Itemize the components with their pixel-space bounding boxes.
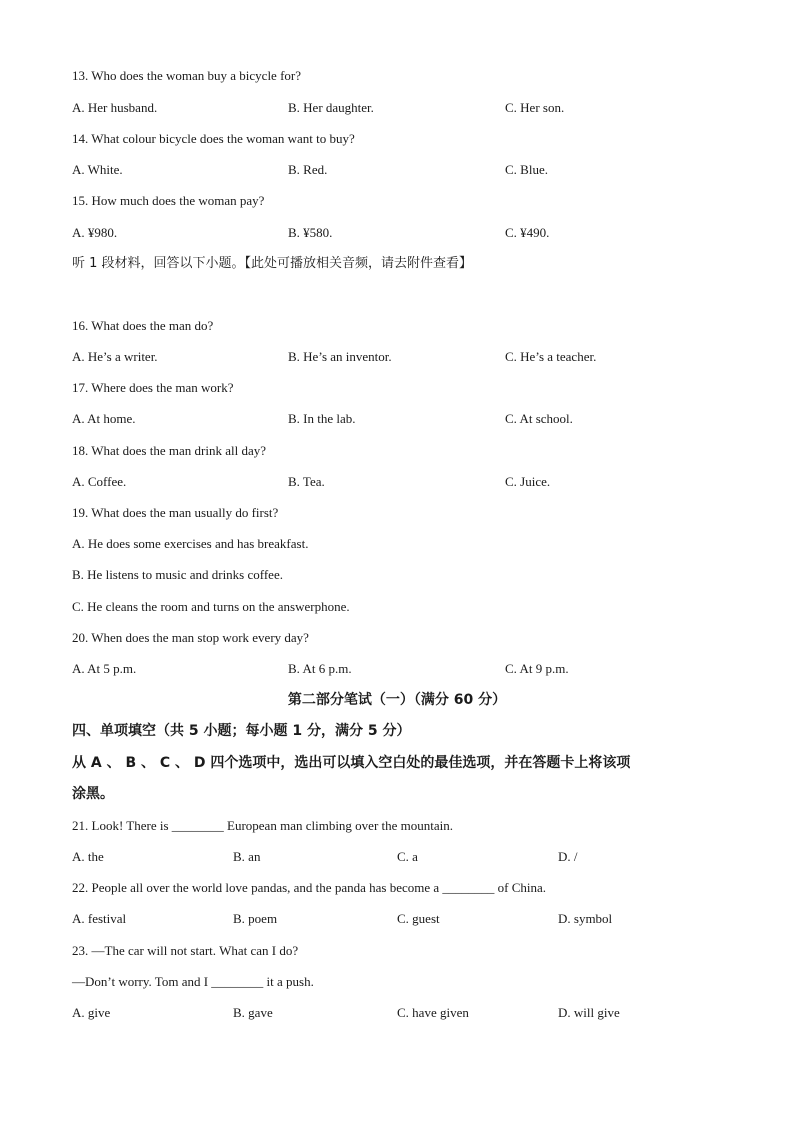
- question-18-option-a: A. Coffee.: [72, 474, 127, 489]
- question-20-stem: 20. When does the man stop work every day?: [72, 630, 309, 645]
- question-15-option-a: A. ¥980.: [72, 225, 118, 240]
- question-13-option-c: C. Her son.: [505, 100, 565, 115]
- question-14-stem: 14. What colour bicycle does the woman want to buy?: [72, 131, 355, 146]
- question-18-option-b: B. Tea.: [288, 474, 325, 489]
- question-19-option-a: A. He does some exercises and has breakfast.: [72, 536, 309, 551]
- question-17-stem: 17. Where does the man work?: [72, 380, 234, 395]
- listening-instruction: 听 1 段材料，回答以下小题。【此处可播放相关音频，请去附件查看】: [72, 256, 473, 271]
- question-13-stem: 13. Who does the woman buy a bicycle for?: [72, 68, 301, 83]
- question-16-option-a: A. He’s a writer.: [72, 349, 158, 364]
- question-14-option-b: B. Red.: [288, 162, 328, 177]
- part-two-heading: 第二部分笔试（一）（满分 60 分）: [287, 692, 507, 708]
- question-20-option-c: C. At 9 p.m.: [505, 661, 569, 676]
- question-23-option-d: D. will give: [558, 1005, 620, 1020]
- question-16-stem: 16. What does the man do?: [72, 318, 214, 333]
- question-22-stem: 22. People all over the world love pandas, and the panda has become a ________ of China.: [72, 880, 547, 895]
- question-19-option-b: B. He listens to music and drinks coffee.: [72, 567, 283, 582]
- question-18-option-c: C. Juice.: [505, 474, 551, 489]
- question-16-option-b: B. He’s an inventor.: [288, 349, 392, 364]
- question-13-option-a: A. Her husband.: [72, 100, 158, 115]
- question-13-option-b: B. Her daughter.: [288, 100, 374, 115]
- question-22-option-d: D. symbol: [558, 911, 613, 926]
- question-21-option-b: B. an: [233, 849, 261, 864]
- question-20-option-a: A. At 5 p.m.: [72, 661, 137, 676]
- question-16-option-c: C. He’s a teacher.: [505, 349, 597, 364]
- question-17-option-a: A. At home.: [72, 411, 136, 426]
- question-21-option-c: C. a: [397, 849, 418, 864]
- question-21-option-d: D. /: [558, 849, 578, 864]
- question-15-option-c: C. ¥490.: [505, 225, 550, 240]
- question-14-option-c: C. Blue.: [505, 162, 548, 177]
- question-15-option-b: B. ¥580.: [288, 225, 333, 240]
- instruction-line-1: 从 A 、 B 、 C 、 D 四个选项中，选出可以填入空白处的最佳选项，并在答题卡上将该项: [72, 755, 631, 771]
- question-17-option-c: C. At school.: [505, 411, 573, 426]
- question-22-option-b: B. poem: [233, 911, 278, 926]
- question-17-option-b: B. In the lab.: [288, 411, 356, 426]
- question-19-option-c: C. He cleans the room and turns on the answerphone.: [72, 599, 350, 614]
- question-22-option-a: A. festival: [72, 911, 127, 926]
- question-18-stem: 18. What does the man drink all day?: [72, 443, 266, 458]
- question-14-option-a: A. White.: [72, 162, 123, 177]
- question-19-stem: 19. What does the man usually do first?: [72, 505, 279, 520]
- question-21-option-a: A. the: [72, 849, 104, 864]
- question-23-stem: 23. —The car will not start. What can I do?: [72, 943, 299, 958]
- question-23-option-b: B. gave: [233, 1005, 273, 1020]
- question-23-option-c: C. have given: [397, 1005, 469, 1020]
- question-23-reply: —Don’t worry. Tom and I ________ it a push.: [72, 974, 314, 989]
- question-15-stem: 15. How much does the woman pay?: [72, 193, 265, 208]
- question-22-option-c: C. guest: [397, 911, 440, 926]
- question-21-stem: 21. Look! There is ________ European man climbing over the mountain.: [72, 818, 454, 833]
- question-20-option-b: B. At 6 p.m.: [288, 661, 352, 676]
- question-23-option-a: A. give: [72, 1005, 111, 1020]
- instruction-line-2: 涂黑。: [72, 786, 114, 802]
- section-four-heading: 四、单项填空（共 5 小题；每小题 1 分，满分 5 分）: [72, 723, 411, 739]
